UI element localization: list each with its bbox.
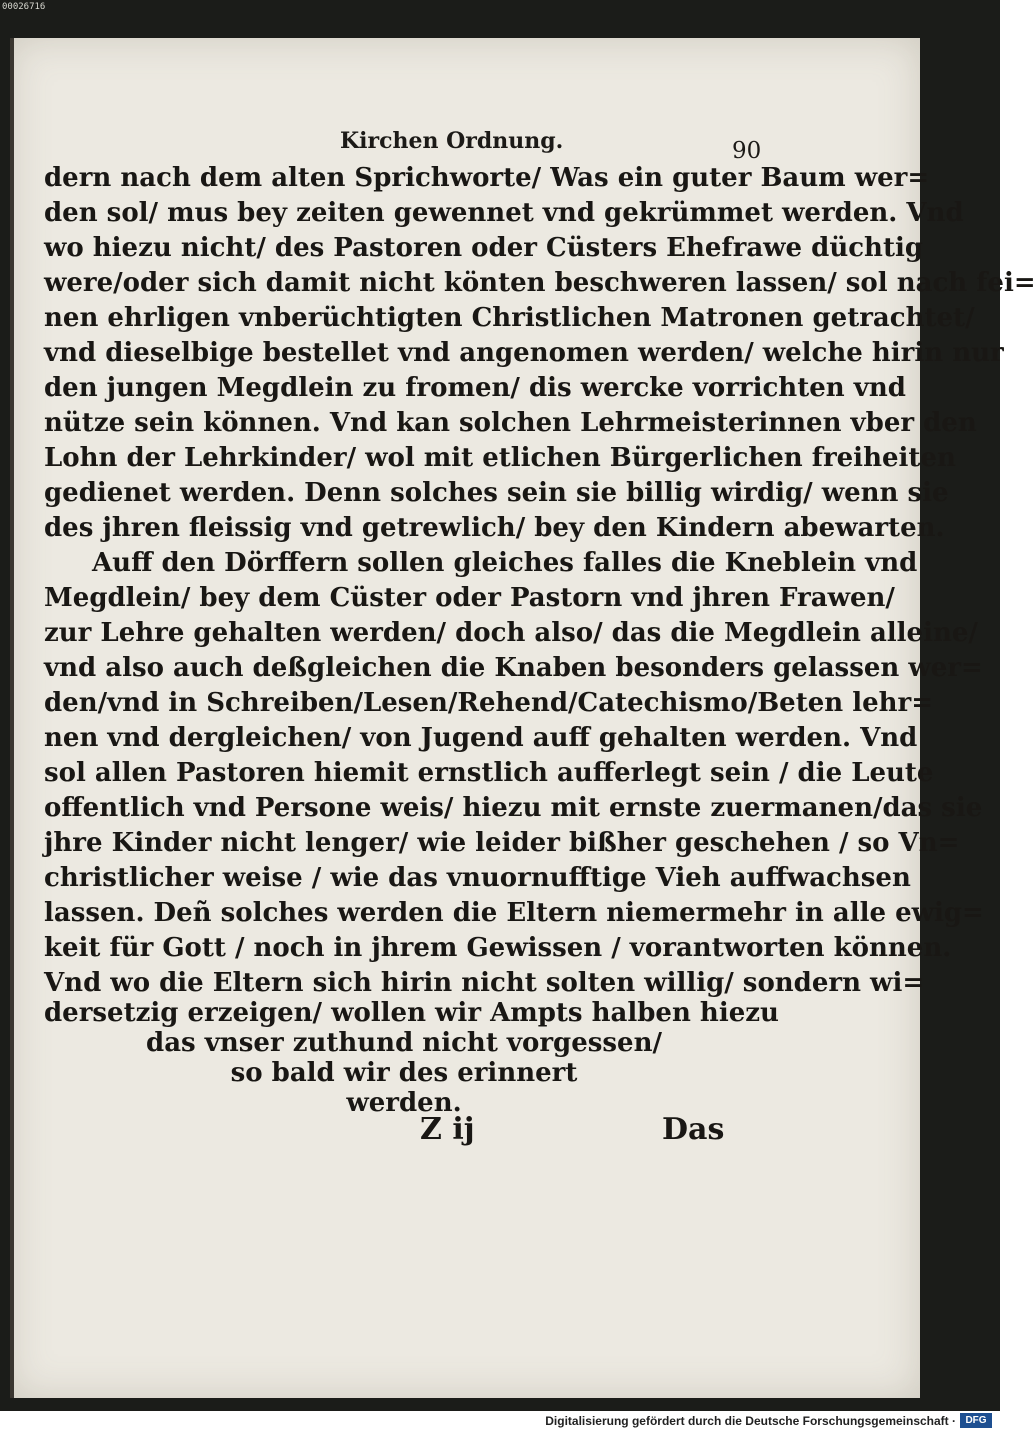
text-line: so bald wir des erinnert (230, 1058, 578, 1088)
catchword: Das (662, 1112, 725, 1147)
text-line: jhre Kinder nicht lenger/ wie leider bißher geschehen / so Vn= (44, 828, 960, 858)
text-line: dersetzig erzeigen/ wollen wir Ampts halben hiezu (44, 998, 779, 1028)
text-line: nütze sein können. Vnd kan solchen Lehrmeisterinnen vber den (44, 408, 977, 438)
text-line: zur Lehre gehalten werden/ doch also/ das die Megdlein alleine/ (44, 618, 978, 648)
text-line: den jungen Megdlein zu fromen/ dis wercke vorrichten vnd (44, 373, 906, 403)
text-line: des jhren fleissig vnd getrewlich/ bey den Kindern abewarten. (44, 513, 945, 543)
text-line: nen vnd dergleichen/ von Jugend auff gehalten werden. Vnd (44, 723, 918, 753)
text-line: offentlich vnd Persone weis/ hiezu mit ernste zuermanen/das sie (44, 793, 983, 823)
text-line: sol allen Pastoren hiemit ernstlich aufferlegt sein / die Leute (44, 758, 934, 788)
footer-credit: Digitalisierung gefördert durch die Deutsche Forschungsgemeinschaft · (545, 1414, 956, 1428)
text-line: christlicher weise / wie das vnuornufftige Vieh auffwachsen (44, 863, 911, 893)
scan-id: 00026716 (2, 2, 46, 12)
signature-mark: Z ij (420, 1112, 475, 1147)
text-line: Auff den Dörffern sollen gleiches falles die Kneblein vnd (92, 548, 918, 578)
text-line: werden. (346, 1088, 462, 1118)
text-line: vnd dieselbige bestellet vnd angenomen werden/ welche hirin nur (44, 338, 1004, 368)
dfg-logo: DFG (960, 1413, 992, 1428)
text-line: gedienet werden. Denn solches sein sie billig wirdig/ wenn sie (44, 478, 949, 508)
page-edge (10, 38, 14, 1398)
text-line: Lohn der Lehrkinder/ wol mit etlichen Bürgerlichen freiheiten (44, 443, 956, 473)
text-line: nen ehrligen vnberüchtigten Christlichen Matronen getrachtet/ (44, 303, 975, 333)
text-line: dern nach dem alten Sprichworte/ Was ein guter Baum wer= (44, 163, 930, 193)
text-line: Megdlein/ bey dem Cüster oder Pastorn vnd jhren Frawen/ (44, 583, 895, 613)
text-line: were/oder sich damit nicht könten beschweren lassen/ sol nach fei= (44, 268, 1036, 298)
folio-number: 90 (732, 138, 762, 164)
running-head: Kirchen Ordnung. (340, 128, 564, 154)
text-line: den sol/ mus bey zeiten gewennet vnd gekrümmet werden. Vnd (44, 198, 964, 228)
text-line: das vnser zuthund nicht vorgessen/ (146, 1028, 662, 1058)
text-line: keit für Gott / noch in jhrem Gewissen / vorantworten können. (44, 933, 952, 963)
text-line: wo hiezu nicht/ des Pastoren oder Cüsters Ehefrawe düchtig (44, 233, 924, 263)
text-line: Vnd wo die Eltern sich hirin nicht solten willig/ sondern wi= (44, 968, 925, 998)
text-line: den/vnd in Schreiben/Lesen/Rehend/Catechismo/Beten lehr= (44, 688, 934, 718)
text-line: vnd also auch deßgleichen die Knaben besonders gelassen wer= (44, 653, 983, 683)
text-line: lassen. Deñ solches werden die Eltern niemermehr in alle ewig= (44, 898, 984, 928)
